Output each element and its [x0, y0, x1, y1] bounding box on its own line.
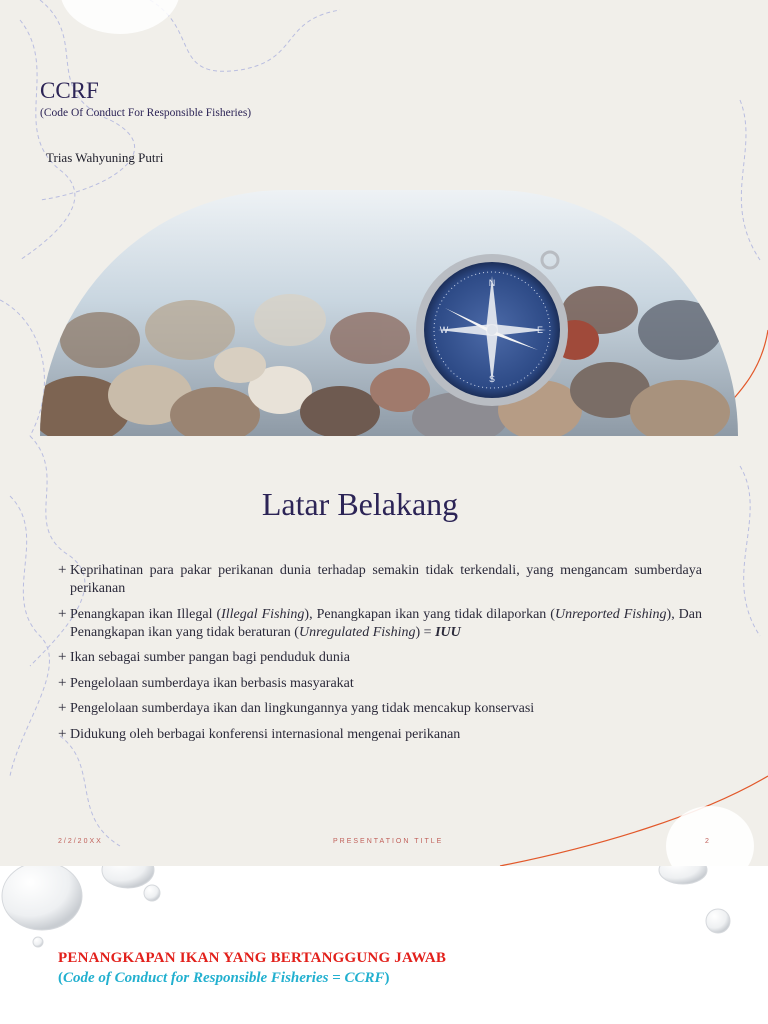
page-subtitle: (Code Of Conduct For Responsible Fisheries)	[40, 107, 252, 119]
water-droplets-decoration	[0, 866, 768, 1024]
bullet-text: Didukung oleh berbagai konferensi internasional mengenai perikanan	[70, 726, 461, 742]
section-heading	[0, 486, 720, 523]
page-title: CCRF	[40, 78, 99, 103]
footer-presentation-title: PRESENTATION TITLE	[333, 838, 444, 845]
plus-bullet-icon: +	[58, 700, 67, 716]
bullet-text: ) =	[415, 624, 436, 640]
bullet-text: ), Dan Penangkapan ikan yang tidak beraturan (	[70, 606, 702, 640]
author-name: Trias Wahyuning Putri	[46, 150, 164, 165]
bullet-text: Ikan sebagai sumber pangan bagi penduduk dunia	[70, 650, 350, 665]
list-item	[58, 606, 702, 642]
slide-3-title: PENANGKAPAN IKAN YANG BERTANGGUNG JAWAB	[58, 950, 447, 966]
bullet-text: Pengelolaan sumberdaya ikan berbasis masyarakat	[70, 675, 354, 691]
svg-text:S: S	[488, 374, 496, 384]
footer-date: 2/2/20XX	[58, 838, 103, 845]
list-item	[58, 700, 702, 718]
plus-bullet-icon: +	[58, 725, 67, 742]
plus-bullet-icon: +	[58, 562, 67, 578]
bullet-text: Keprihatinan para pakar perikanan dunia terhadap semakin tidak terkendali, yang mengancam sumberdaya perikanan	[70, 563, 702, 596]
list-item	[58, 562, 702, 598]
bullet-text: Penangkapan ikan Illegal (	[70, 606, 222, 622]
bullet-list	[58, 562, 702, 751]
plus-bullet-icon: +	[58, 605, 67, 622]
svg-text:E: E	[536, 325, 544, 335]
bullet-text: Pengelolaan sumberdaya ikan dan lingkungannya yang tidak mencakup konservasi	[70, 701, 535, 716]
list-item	[58, 649, 702, 667]
slide-2	[0, 436, 768, 866]
bullet-text-italic: Illegal Fishing	[221, 606, 305, 622]
plus-bullet-icon: +	[58, 674, 67, 691]
slide-3	[0, 866, 768, 1024]
bullet-text: ), Penangkapan ikan yang tidak dilaporkan (	[304, 606, 555, 622]
svg-text:W: W	[439, 325, 449, 335]
list-item	[58, 726, 702, 744]
slide-1	[0, 0, 768, 436]
slide-3-subtitle-text: Code of Conduct for Responsible Fisheries = CCRF	[63, 970, 385, 986]
bullet-text-italic: Unregulated Fishing	[298, 624, 416, 640]
svg-text:N: N	[488, 278, 496, 288]
plus-bullet-icon: +	[58, 649, 67, 665]
paren-open: (	[58, 970, 63, 986]
footer-page-number: 2	[705, 838, 711, 845]
bullet-text-italic: Unreported Fishing	[554, 606, 667, 622]
slide-3-subtitle	[58, 970, 390, 987]
list-item	[58, 675, 702, 693]
paren-close: )	[384, 970, 390, 986]
section-heading-text: Latar Belakang	[261, 486, 459, 522]
bullet-text-bold: IUU	[435, 624, 461, 640]
